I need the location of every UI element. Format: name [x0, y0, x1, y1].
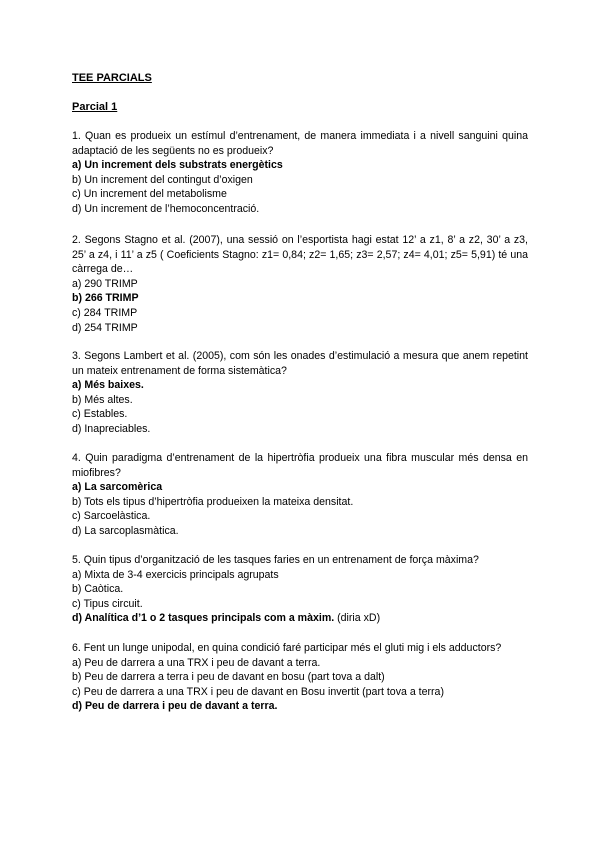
answer-option: c) Un increment del metabolisme [72, 188, 227, 201]
answer-option: c) Peu de darrera a una TRX i peu de davant en Bosu invertit (part tova a terra) [72, 685, 444, 698]
answer-option: a) Mixta de 3-4 exercicis principals agrupats [72, 568, 279, 581]
question-text: 4. Quin paradigma d’entrenament de la hipertròfia produeix una fibra muscular més densa en miofibres? [72, 452, 528, 479]
answer-option: a) 290 TRIMP [72, 277, 138, 290]
answer-option: d) La sarcoplasmàtica. [72, 524, 179, 537]
document-title: TEE PARCIALS [72, 72, 152, 84]
answer-option: c) Estables. [72, 408, 128, 421]
answer-option: c) Tipus circuit. [72, 597, 143, 610]
answer-option: b) Peu de darrera a terra i peu de davant en bosu (part tova a dalt) [72, 671, 385, 684]
question-text: 1. Quan es produeix un estímul d’entrenament, de manera immediata i a nivell sanguini quina adaptació de les següents no es produeix? [72, 130, 528, 157]
question-2 [72, 233, 528, 335]
answer-option: b) Tots els tipus d’hipertròfia produeixen la mateixa densitat. [72, 495, 354, 508]
answer-option-correct: a) La sarcomèrica [72, 481, 163, 494]
answer-option: c) Sarcoelàstica. [72, 510, 151, 523]
answer-option: d) 254 TRIMP [72, 321, 138, 334]
question-3 [72, 349, 528, 437]
question-text: 5. Quin tipus d’organització de les tasques faries en un entrenament de força màxima? [72, 554, 479, 566]
answer-option: b) Més altes. [72, 393, 133, 406]
answer-note: (diria xD) [334, 612, 381, 625]
answer-option: b) Un increment del contingut d’oxigen [72, 173, 253, 186]
question-1 [72, 129, 528, 217]
question-text: 2. Segons Stagno et al. (2007), una sessió on l’esportista hagi estat 12’ a z1, 8’ a z2, 30’ a z3, 25’ a z4, i 11’ a z5 ( Coeficients Stagno: z1= 0,84; z2= 1,65; z3= 2,57; z4= 4,01; z5= 5,91) té una càrrega de… [72, 234, 528, 276]
question-text: 6. Fent un lunge unipodal, en quina condició faré participar més el gluti mig i els adductors? [72, 642, 502, 654]
answer-option-correct: b) 266 TRIMP [72, 292, 139, 305]
answer-option-correct: a) Més baixes. [72, 379, 144, 392]
answer-option: b) Caòtica. [72, 583, 124, 596]
answer-option-correct: d) Peu de darrera i peu de davant a terra. [72, 700, 278, 713]
answer-option-correct [72, 611, 528, 626]
answer-option: d) Inapreciables. [72, 422, 151, 435]
question-4 [72, 451, 528, 539]
section-title: Parcial 1 [72, 101, 118, 113]
answer-option: d) Un increment de l’hemoconcentració. [72, 202, 260, 215]
answer-option: a) Peu de darrera a una TRX i peu de davant a terra. [72, 656, 321, 669]
answer-option-correct: a) Un increment dels substrats energètics [72, 159, 283, 172]
question-6 [72, 641, 528, 714]
question-text: 3. Segons Lambert et al. (2005), com són les onades d’estimulació a mesura que anem repetint un mateix entrenament de forma sistemàtica? [72, 350, 528, 377]
question-5 [72, 553, 528, 626]
answer-option-correct-label: d) Analítica d’1 o 2 tasques principals com a màxim. [72, 612, 335, 625]
answer-option: c) 284 TRIMP [72, 306, 138, 319]
